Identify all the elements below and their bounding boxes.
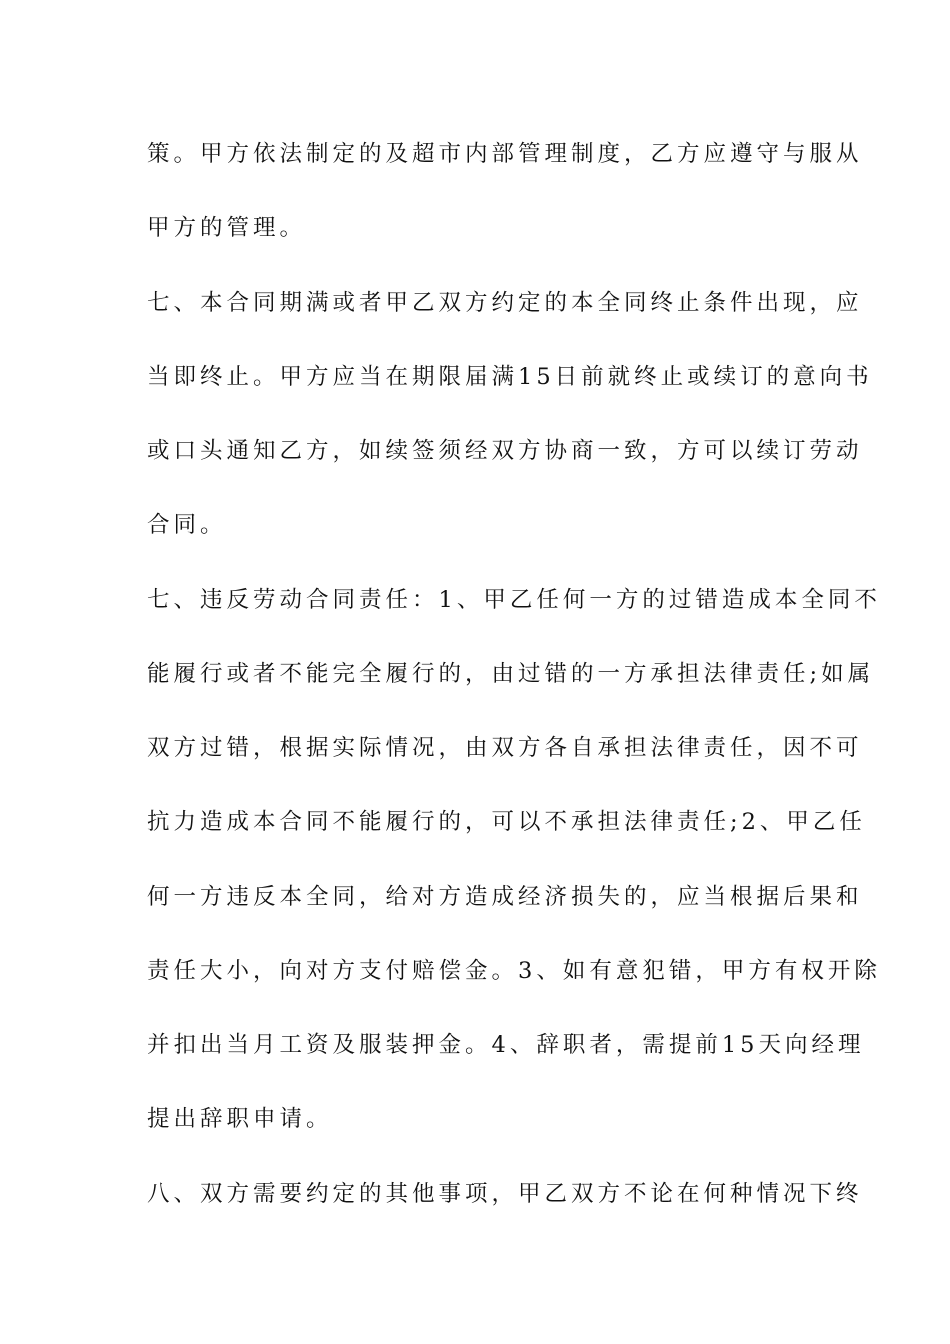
text-line: 当即终止。甲方应当在期限届满15日前就终止或续订的意向书 <box>147 364 873 390</box>
text-line: 策。甲方依法制定的及超市内部管理制度，乙方应遵守与服从 <box>147 141 863 167</box>
text-line: 七、违反劳动合同责任：1、甲乙任何一方的过错造成本全同不 <box>147 587 881 613</box>
text-line: 提出辞职申请。 <box>147 1106 333 1132</box>
text-line: 并扣出当月工资及服装押金。4、辞职者，需提前15天向经理 <box>147 1032 865 1058</box>
text-line: 责任大小，向对方支付赔偿金。3、如有意犯错，甲方有权开除 <box>147 958 881 984</box>
text-line: 八、双方需要约定的其他事项，甲乙双方不论在何种情况下终 <box>147 1181 863 1207</box>
text-line: 合同。 <box>147 512 227 538</box>
text-line: 双方过错，根据实际情况，由双方各自承担法律责任，因不可 <box>147 735 863 761</box>
text-line: 能履行或者不能完全履行的，由过错的一方承担法律责任;如属 <box>147 661 875 687</box>
text-line: 七、本合同期满或者甲乙双方约定的本全同终止条件出现，应 <box>147 290 863 316</box>
text-line: 或口头通知乙方，如续签须经双方协商一致，方可以续订劳动 <box>147 438 863 464</box>
text-line: 甲方的管理。 <box>147 215 307 241</box>
text-line: 抗力造成本合同不能履行的，可以不承担法律责任;2、甲乙任 <box>147 809 866 835</box>
text-line: 何一方违反本全同，给对方造成经济损失的，应当根据后果和 <box>147 884 863 910</box>
